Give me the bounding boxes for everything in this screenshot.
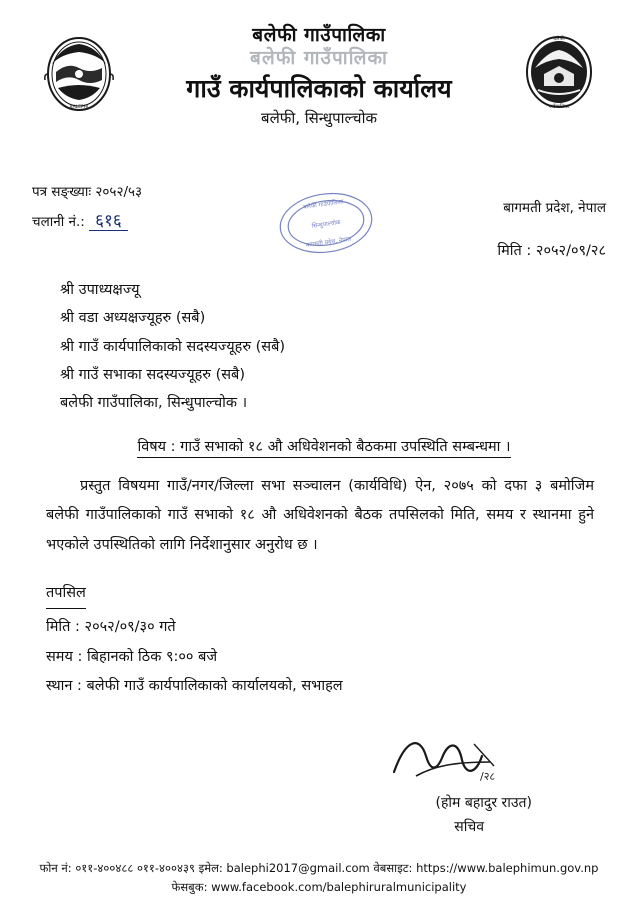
signature-scribble-icon: [386, 732, 506, 784]
svg-text:BALEPHI: BALEPHI: [69, 105, 89, 110]
signatory-name: (होम बहादुर राउत): [435, 795, 532, 812]
municipality-name: बलेफी गाउँपालिका: [252, 24, 386, 46]
chalani-number-row: [32, 205, 142, 236]
svg-text:बागमती प्रदेश, नेपाल: बागमती प्रदेश, नेपाल: [305, 235, 352, 249]
office-name: गाउँ कार्यपालिकाको कार्यालय: [186, 73, 452, 103]
letter-paragraph: प्रस्तुत विषयमा गाउँ/नगर/जिल्ला सभा सञ्चालन (कार्यविधि) ऐन, २०७५ को दफा ३ बमोजिम बलेफी गाउँपालिकाको गाउँ सभाको १८ औ अधिवेशनको बैठक तपसिलको मिति, समय र स्थानमा हुने भएकोले उपस्थितिको लागि निर्देशानुसार अनुरोध छ ।: [46, 477, 594, 554]
letterhead: [0, 0, 638, 174]
letter-body: [0, 266, 638, 852]
office-place: बलेफी, सिन्धुपाल्चोक: [261, 109, 377, 128]
addressee-line: बलेफी गाउँपालिका, सिन्धुपाल्चोक ।: [60, 395, 248, 412]
municipality-emblem-icon: [522, 28, 596, 114]
office-seal-stamp: [274, 186, 378, 260]
tapasil-section: [46, 561, 602, 702]
addressee-line: श्री उपाध्यक्षज्यू: [60, 282, 140, 298]
svg-text:गाउँपालिका: गाउँपालिका: [548, 104, 570, 110]
letter-date-value: २०५२/०९/२८: [535, 243, 606, 259]
letter-number-row: [32, 180, 142, 205]
subject-text: विषय : गाउँ सभाको १८ औ अधिवेशनको बैठकमा उपस्थिति सम्बन्धमा ।: [137, 439, 510, 458]
letter-footer: [0, 859, 638, 898]
addressee-line: श्री वडा अध्यक्षज्यूहरु (सबै): [60, 310, 206, 327]
signature-block: [46, 732, 602, 852]
letter-date: [497, 240, 606, 260]
addressee-line: श्री गाउँ कार्यपालिकाको सदस्यज्यूहरु (सबै): [60, 338, 286, 355]
letter-date-label: मिति :: [497, 243, 532, 259]
tapasil-item: मिति : २०५२/०९/३० गते: [46, 619, 176, 636]
footer-contact-line: फोन नं: ०११-४००४८८ ०११-४००४३९ इमेल: balephi2017@gmail.com वेबसाइट: https://www.balephimun.gov.np: [39, 860, 599, 875]
svg-text:/२८: /२८: [480, 770, 496, 784]
nepal-government-emblem-icon: [42, 28, 116, 114]
tapasil-items: [46, 613, 602, 702]
tapasil-item: स्थान : बलेफी गाउँ कार्यपालिकाको कार्यालयको, सभाहल: [46, 678, 343, 695]
svg-text:बलेफी गाउँपालिका: बलेफी गाउँपालिका: [302, 198, 344, 211]
letter-number-label: पत्र सङ्ख्याः: [32, 184, 92, 200]
letter-meta: [0, 180, 638, 266]
letter-reference-block: [32, 180, 142, 236]
svg-text:बलेफी: बलेफी: [553, 36, 565, 42]
province-label: बागमती प्रदेश, नेपाल: [503, 200, 606, 216]
addressee-line: श्री गाउँ सभाका सदस्यज्यूहरु (सबै): [60, 366, 245, 383]
svg-text:सिन्धुपाल्चोक: सिन्धुपाल्चोक: [311, 219, 342, 230]
municipality-name-shadow: बलेफी गाउँपालिका: [250, 46, 388, 69]
tapasil-title: तपसिल: [46, 579, 86, 609]
signatory-post: सचिव: [454, 819, 484, 836]
chalani-number-value: ६१६: [89, 211, 128, 231]
tapasil-item: समय : बिहानको ठिक ९:०० बजे: [46, 648, 218, 665]
subject-line: [46, 433, 602, 461]
addressee-list: [60, 276, 602, 417]
letter-number-value: २०५२/५३: [95, 184, 143, 200]
footer-facebook-line: फेसबुक: www.facebook.com/balephiruralmunicipality: [171, 880, 467, 895]
chalani-number-label: चलानी नं.:: [32, 213, 85, 230]
